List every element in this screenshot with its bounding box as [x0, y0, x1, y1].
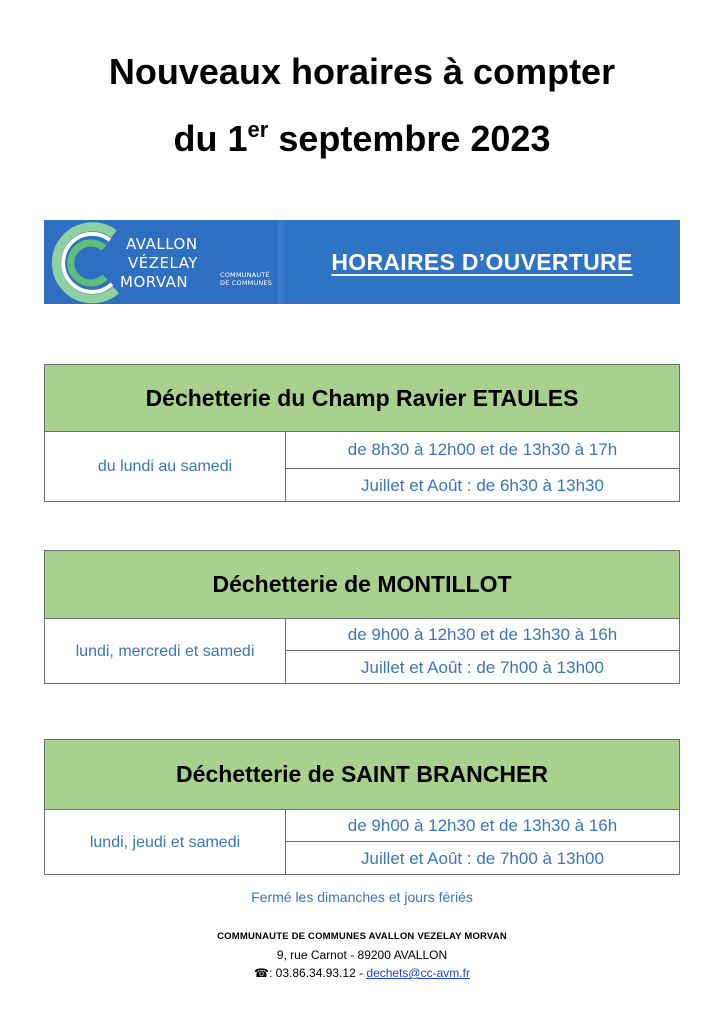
logo-line-1: AVALLON [126, 235, 198, 253]
schedule-summer-hours: Juillet et Août : de 7h00 à 13h00 [286, 650, 679, 684]
logo-small-2: DE COMMUNES [220, 279, 273, 287]
schedule-days: du lundi au samedi [45, 432, 286, 502]
schedule-hours: de 9h00 à 12h30 et de 13h30 à 16h [347, 815, 618, 835]
schedule-body [45, 432, 679, 502]
schedule-body [45, 810, 679, 875]
schedule-table-montillot [44, 550, 680, 684]
schedule-title: Déchetterie de SAINT BRANCHER [45, 740, 679, 810]
page-title-line-2 [0, 117, 724, 161]
email-link[interactable]: dechets@cc-avm.fr [366, 966, 470, 980]
title-suffix: septembre 2023 [268, 118, 551, 159]
logo-line-2: VÉZELAY [128, 254, 198, 272]
footer-organization: COMMUNAUTE DE COMMUNES AVALLON VEZELAY MORVAN [217, 931, 507, 942]
logo-small-1: COMMUNAUTÉ [220, 271, 270, 279]
schedule-hours: de 9h00 à 12h30 et de 13h30 à 16h [347, 624, 618, 644]
banner [44, 220, 680, 304]
footer-contact [0, 966, 724, 980]
footer-phone: : 03.86.34.93.12 - [269, 966, 367, 980]
schedule-days: lundi, jeudi et samedi [45, 810, 286, 875]
logo-line-3: MORVAN [120, 273, 189, 291]
schedule-summer-hours: Juillet et Août : de 7h00 à 13h00 [286, 841, 679, 875]
schedule-table-saint-brancher [44, 739, 680, 875]
phone-icon: ☎ [254, 966, 269, 980]
page-title-line-1: Nouveaux horaires à compter [108, 51, 616, 92]
schedule-title: Déchetterie de MONTILLOT [45, 551, 679, 619]
schedule-body [45, 619, 679, 684]
logo-c-mark-icon [44, 220, 134, 304]
schedule-days: lundi, mercredi et samedi [45, 619, 286, 684]
schedule-title: Déchetterie du Champ Ravier ETAULES [45, 365, 679, 432]
footer-address: 9, rue Carnot - 89200 AVALLON [276, 948, 448, 962]
schedule-hours: de 8h30 à 12h00 et de 13h30 à 17h [347, 440, 618, 459]
closed-note: Fermé les dimanches et jours fériés [251, 889, 473, 905]
cc-avm-logo [44, 220, 278, 304]
banner-heading-panel [284, 220, 680, 304]
title-superscript: er [247, 117, 269, 142]
schedule-summer-hours: Juillet et Août : de 6h30 à 13h30 [286, 468, 679, 502]
schedule-table-etaules [44, 364, 680, 502]
banner-heading: HORAIRES D’OUVERTURE [331, 248, 633, 275]
title-prefix: du 1 [173, 118, 248, 159]
